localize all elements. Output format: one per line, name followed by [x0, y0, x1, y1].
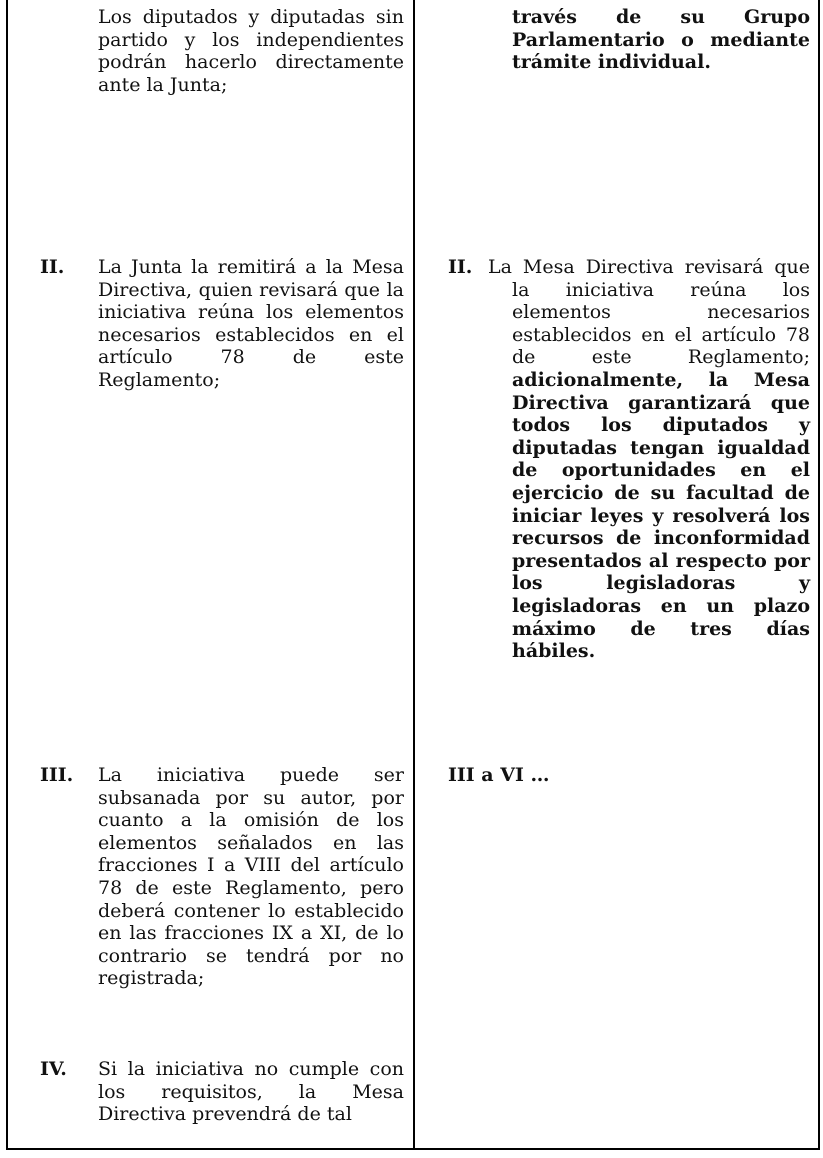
table-column-divider	[413, 0, 415, 1150]
left-item-II-number: II.	[40, 256, 65, 278]
left-item-III-number: III.	[40, 764, 74, 786]
table-left-border	[6, 0, 8, 1150]
left-item-IV-text: Si la iniciativa no cumple con los requisitos, la Mesa Directiva prevendrá de tal	[98, 1058, 404, 1126]
right-item-III-VI-text: III a VI …	[448, 764, 550, 786]
left-item-III-text: La iniciativa puede ser subsanada por su autor, por cuanto a la omisión de los elementos señalados en las fracciones I a VIII del artículo 78 de este Reglamento, pero deberá contener lo establecido en las fracciones IX a XI, de lo contrario se tendrá por no registrada;	[98, 764, 404, 990]
table-right-border	[818, 0, 820, 1150]
left-item-II-text: La Junta la remitirá a la Mesa Directiva, quien revisará que la iniciativa reúna los elementos necesarios establecidos en el artículo 78 de este Reglamento;	[98, 256, 404, 391]
left-item-IV-number: IV.	[40, 1058, 67, 1080]
left-continuation-text: Los diputados y diputadas sin partido y los independientes podrán hacerlo directamente ante la Junta;	[98, 6, 404, 96]
right-item-II-body	[448, 256, 810, 663]
right-item-II-number: II.	[448, 256, 473, 278]
right-item-II-regular-text: La Mesa Directiva revisará que la iniciativa reúna los elementos necesarios establecidos en el artículo 78 de este Reglamento;	[488, 256, 810, 369]
right-item-II-bold-text: adicionalmente, la Mesa Directiva garantizará que todos los diputados y diputadas tengan igualdad de oportunidades en el ejercicio de su facultad de iniciar leyes y resolverá los recursos de inconformidad presentados al respecto por los legisladoras y legisladoras en un plazo máximo de tres días hábiles.	[512, 368, 810, 663]
table-bottom-border	[6, 1148, 820, 1150]
right-continuation-text: través de su Grupo Parlamentario o mediante trámite individual.	[512, 6, 810, 74]
